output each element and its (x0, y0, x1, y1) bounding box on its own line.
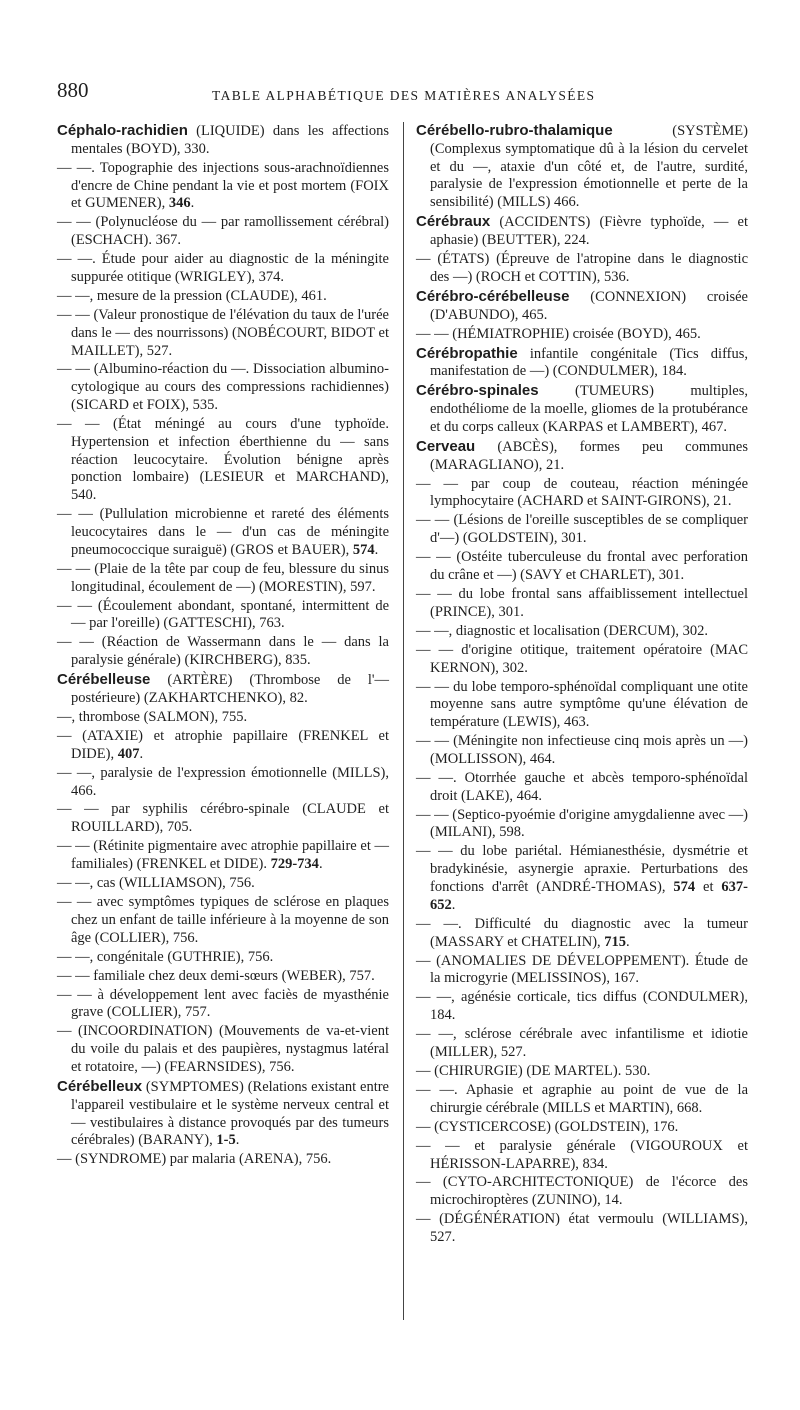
entry-text: — — (Rétinite pigmentaire avec atrophie papillaire et — familiales) (FRENKEL et DIDE). (57, 838, 389, 873)
entry-text: — —, congénitale (GUTHRIE), 756. (57, 948, 274, 965)
index-entry (416, 382, 748, 436)
entry-text: — —, agénésie corticale, tics diffus (CONDULMER), 184. (416, 989, 748, 1024)
index-entry (57, 122, 389, 159)
entry-text: — — et paralysie générale (VIGOUROUX et HÉRISSON-LAPARRE), 834. (416, 1137, 748, 1172)
entry-headword: Cérébello-rubro-thalamique (416, 122, 613, 139)
index-entry (57, 1151, 389, 1169)
entry-text: (SYSTÈME) (Complexus symptomatique dû à la lésion du cervelet et du —, ataxie d'un côté et, de l'autre, surdité, paralysie de l'expression émotionnelle et perte de la sensibilité) (MILLS) 466. (430, 123, 748, 211)
entry-text: — —, sclérose cérébrale avec infantilisme et idiotie (MILLER), 527. (416, 1026, 748, 1060)
entry-text: — —. Otorrhée gauche et abcès temporo-sphénoïdal droit (LAKE), 464. (416, 769, 748, 804)
left-column (57, 122, 389, 1170)
index-entry (416, 251, 748, 287)
index-entry (57, 838, 389, 874)
entry-text: — — du lobe temporo-sphénoïdal compliquant une otite moyenne sans autre symptôme qu'une élévation de température (LEWIS), 463. (416, 678, 748, 731)
entry-text: — — à développement lent avec faciès de myasthénie grave (COLLIER), 757. (57, 986, 389, 1021)
index-entry (416, 679, 748, 732)
entry-punct: . (235, 1132, 240, 1149)
index-entry (416, 642, 748, 678)
index-entry (57, 728, 389, 764)
entry-text: — — (Plaie de la tête par coup de feu, blessure du sinus longitudinal, écoulement de —) (MORESTIN), 597. (57, 560, 389, 595)
entry-text: — (SYNDROME) par malaria (ARENA), 756. (57, 1151, 332, 1168)
entry-text: — — (Écoulement abondant, spontané, intermittent de — par l'oreille) (GATTESCHI), 763. (57, 597, 389, 632)
index-entry (416, 1063, 748, 1081)
index-entry (416, 733, 748, 769)
index-entry (416, 1026, 748, 1062)
entry-headword: Cérébro-spinales (416, 382, 539, 400)
entry-text: (ACCIDENTS) (Fièvre typhoïde, — et aphasie) (BEUTTER), 224. (430, 214, 748, 248)
entry-punct: . (451, 896, 456, 913)
index-entry (57, 416, 389, 505)
index-entry (57, 561, 389, 597)
index-entry (416, 438, 748, 475)
entry-text: — — (Septico-pyoémie d'origine amygdalienne avec —) (MILANI), 598. (416, 806, 748, 841)
index-entry (416, 989, 748, 1025)
index-entry (416, 1119, 748, 1137)
index-entry (416, 586, 748, 622)
entry-text: — — (Ostéite tuberculeuse du frontal avec perforation du crâne et —) (SAVY et CHARLET), 301. (416, 549, 748, 583)
entry-text: — — (HÉMIATROPHIE) croisée (BOYD), 465. (416, 325, 701, 342)
index-entry (416, 213, 748, 250)
entry-text: (SYMPTOMES) (Relations existant entre l'appareil vestibulaire et le système nerveux central et — vestibulaires à distance provoqués par des tumeurs cérébrales) (BARANY), (71, 1078, 389, 1149)
entry-page-ref: 637-652 (430, 879, 749, 913)
index-entry (416, 843, 748, 914)
entry-text: — —. Difficulté du diagnostic avec la tumeur (MASSARY et CHATELIN), (416, 915, 748, 950)
entry-text: — — (Lésions de l'oreille susceptibles de se compliquer d'—) (GOLDSTEIN), 301. (416, 512, 748, 547)
entry-text: — (ATAXIE) et atrophie papillaire (FRENKEL et DIDE), (57, 727, 389, 762)
entry-text: — — d'origine otitique, traitement opératoire (MAC KERNON), 302. (416, 641, 748, 676)
index-entry (416, 1082, 748, 1118)
index-entry (57, 251, 389, 287)
entry-text: — (ÉTATS) (Épreuve de l'atropine dans le diagnostic des —) (ROCH et COTTIN), 536. (416, 250, 748, 285)
index-entry (57, 361, 389, 414)
index-entry (416, 512, 748, 548)
entry-text: — (CYSTICERCOSE) (GOLDSTEIN), 176. (416, 1118, 679, 1135)
entry-text: — — du lobe frontal sans affaiblissement intellectuel (PRINCE), 301. (416, 585, 748, 620)
entry-text: (LIQUIDE) dans les affections mentales (BOYD), 330. (71, 123, 389, 157)
entry-text: — — (Valeur pronostique de l'élévation du taux de l'urée dans le — des nourrissons) (NOBÉCOURT, BIDOT et MAILLET), 527. (57, 306, 389, 359)
index-entry (57, 765, 389, 801)
index-entry (57, 214, 389, 250)
index-entry (57, 949, 389, 967)
entry-page-ref: 574 (352, 541, 375, 558)
index-entry (57, 709, 389, 727)
entry-text: — (CYTO-ARCHITECTONIQUE) de l'écorce des microchiroptères (ZUNINO), 14. (416, 1174, 748, 1209)
index-entry (57, 671, 389, 708)
index-entry (57, 801, 389, 837)
entry-page-ref: 1-5 (216, 1132, 236, 1149)
index-entry (416, 1174, 748, 1210)
entry-text: — — par syphilis cérébro-spinale (CLAUDE et ROUILLARD), 705. (57, 801, 389, 836)
entry-text: — —, cas (WILLIAMSON), 756. (57, 875, 255, 892)
page-number: 880 (57, 78, 89, 102)
entry-punct: . (190, 195, 195, 212)
index-entry (57, 307, 389, 360)
index-entry (57, 506, 389, 559)
entry-punct: . (374, 541, 379, 558)
entry-text: — (CHIRURGIE) (DE MARTEL). 530. (416, 1062, 651, 1079)
index-entry (416, 549, 748, 585)
entry-text: — — par coup de couteau, réaction méningée lymphocytaire (ACHARD et SAINT-GIRONS), 21. (416, 475, 748, 510)
running-title: TABLE ALPHABÉTIQUE DES MATIÈRES ANALYSÉES (212, 88, 596, 103)
entry-punct: . (318, 856, 323, 873)
entry-text: (ARTÈRE) (Thrombose de l'— postérieure) (ZAKHARTCHENKO), 82. (71, 672, 389, 706)
index-entry (416, 807, 748, 843)
index-entry (57, 968, 389, 986)
entry-text: — — (Méningite non infectieuse cinq mois après un —) (MOLLISSON), 464. (416, 733, 748, 767)
entry-headword: Céphalo-rachidien (57, 122, 188, 139)
entry-text: — —. Aphasie et agraphie au point de vue de la chirurgie cérébrale (MILLS et MARTIN), 668. (416, 1081, 748, 1116)
index-entry (57, 1078, 389, 1150)
index-entry (57, 634, 389, 670)
entry-text: — —, mesure de la pression (CLAUDE), 461. (57, 287, 327, 304)
column-divider (403, 122, 404, 1320)
index-entry (416, 770, 748, 806)
index-entry (416, 1138, 748, 1174)
index-entry (57, 987, 389, 1023)
entry-page-ref: 715 (604, 933, 627, 950)
entry-page-ref: 407 (117, 745, 140, 762)
entry-text: — — (Pullulation microbienne et rareté des éléments leucocytaires dans le — d'un cas de méningite pneumococcique suraiguë) (GROS et BAUER), (57, 506, 389, 558)
entry-text: — —, paralysie de l'expression émotionnelle (MILLS), 466. (57, 764, 389, 799)
entry-headword: Cérébelleuse (57, 671, 151, 689)
entry-text: infantile congénitale (Tics diffus, manifestation de —) (CONDULMER), 184. (430, 345, 748, 380)
entry-text: — —, diagnostic et localisation (DERCUM), 302. (416, 622, 708, 639)
entry-text: — — avec symptômes typiques de sclérose en plaques chez un enfant de taille inférieure à la moyenne de son âge (COLLIER), 756. (57, 894, 389, 946)
entry-headword: Cérébro-cérébelleuse (416, 287, 570, 305)
index-entry (416, 953, 748, 989)
index-entry (57, 894, 389, 947)
index-entry (57, 1023, 389, 1076)
entry-text: — —. Étude pour aider au diagnostic de la méningite suppurée otitique (WRIGLEY), 374. (57, 251, 389, 285)
index-entry (416, 345, 748, 382)
index-entry (416, 476, 748, 512)
entry-headword: Cerveau (416, 437, 476, 455)
entry-page-ref: 729-734 (270, 856, 319, 873)
entry-text: — — (Polynucléose du — par ramollissement cérébral) (ESCHACH). 367. (57, 214, 389, 249)
index-entry (57, 598, 389, 634)
entry-punct: . (626, 933, 630, 950)
entry-text: — (DÉGÉNÉRATION) état vermoulu (WILLIAMS), 527. (416, 1211, 748, 1246)
entry-text: — (INCOORDINATION) (Mouvements de va-et-vient du voile du palais et des paupières, nystagmus latéral et rotatoire, —) (FEARNSIDES), 756. (57, 1023, 389, 1075)
entry-text: — (ANOMALIES DE DÉVELOPPEMENT). Étude de la microgyrie (MELISSINOS), 167. (416, 952, 748, 987)
entry-text: (ABCÈS), formes peu communes (MARAGLIANO), 21. (430, 438, 748, 473)
entry-text: — —. Topographie des injections sous-arachnoïdiennes d'encre de Chine pendant la vie et post mortem (FOIX et GUMENER), (57, 159, 389, 212)
entry-headword: Cérébropathie (416, 344, 518, 362)
entry-punct: . (139, 745, 144, 762)
entry-page-ref: 346 (168, 195, 191, 212)
entry-headword: Cérébraux (416, 213, 491, 231)
page-header (57, 78, 747, 108)
right-column (416, 122, 748, 1248)
index-entry (416, 288, 748, 325)
index-entry (57, 160, 389, 213)
entry-text: et (695, 879, 722, 896)
index-entry (416, 916, 748, 952)
entry-text: (CONNEXION) croisée (D'ABUNDO), 465. (430, 288, 748, 323)
entry-text: — — (Albumino-réaction du —. Dissociation albumino-cytologique au cours des compressions rachidiennes) (SICARD et FOIX), 535. (57, 361, 389, 414)
index-entry (57, 875, 389, 893)
entry-text: — — (État méningé au cours d'une typhoïde. Hypertension et infection éberthienne du — sans réaction leucocytaire. Évolution bénigne après ponction lombaire) (LESIEUR et MARCHAND), 540. (57, 416, 389, 504)
entry-text: —, thrombose (SALMON), 755. (57, 708, 248, 725)
index-entry (416, 623, 748, 641)
index-entry (416, 122, 748, 212)
entry-text: — — du lobe pariétal. Hémianesthésie, dysmétrie et bradykinésie, asynergie apraxie. Perturbations des fonctions d'arrêt (ANDRÉ-THOMAS), (416, 843, 748, 896)
index-entry (416, 1211, 748, 1247)
entry-text: (TUMEURS) multiples, endothéliome de la moelle, gliomes de la protubérance et du corps calleux (KARPAS et LAMBERT), 467. (430, 383, 748, 435)
entry-text: — — familiale chez deux demi-sœurs (WEBER), 757. (57, 967, 375, 984)
index-entry (57, 288, 389, 306)
entry-page-ref: 574 (673, 879, 696, 896)
entry-headword: Cérébelleux (57, 1077, 143, 1095)
index-entry (416, 326, 748, 344)
entry-text: — — (Réaction de Wassermann dans le — dans la paralysie générale) (KIRCHBERG), 835. (57, 634, 389, 669)
